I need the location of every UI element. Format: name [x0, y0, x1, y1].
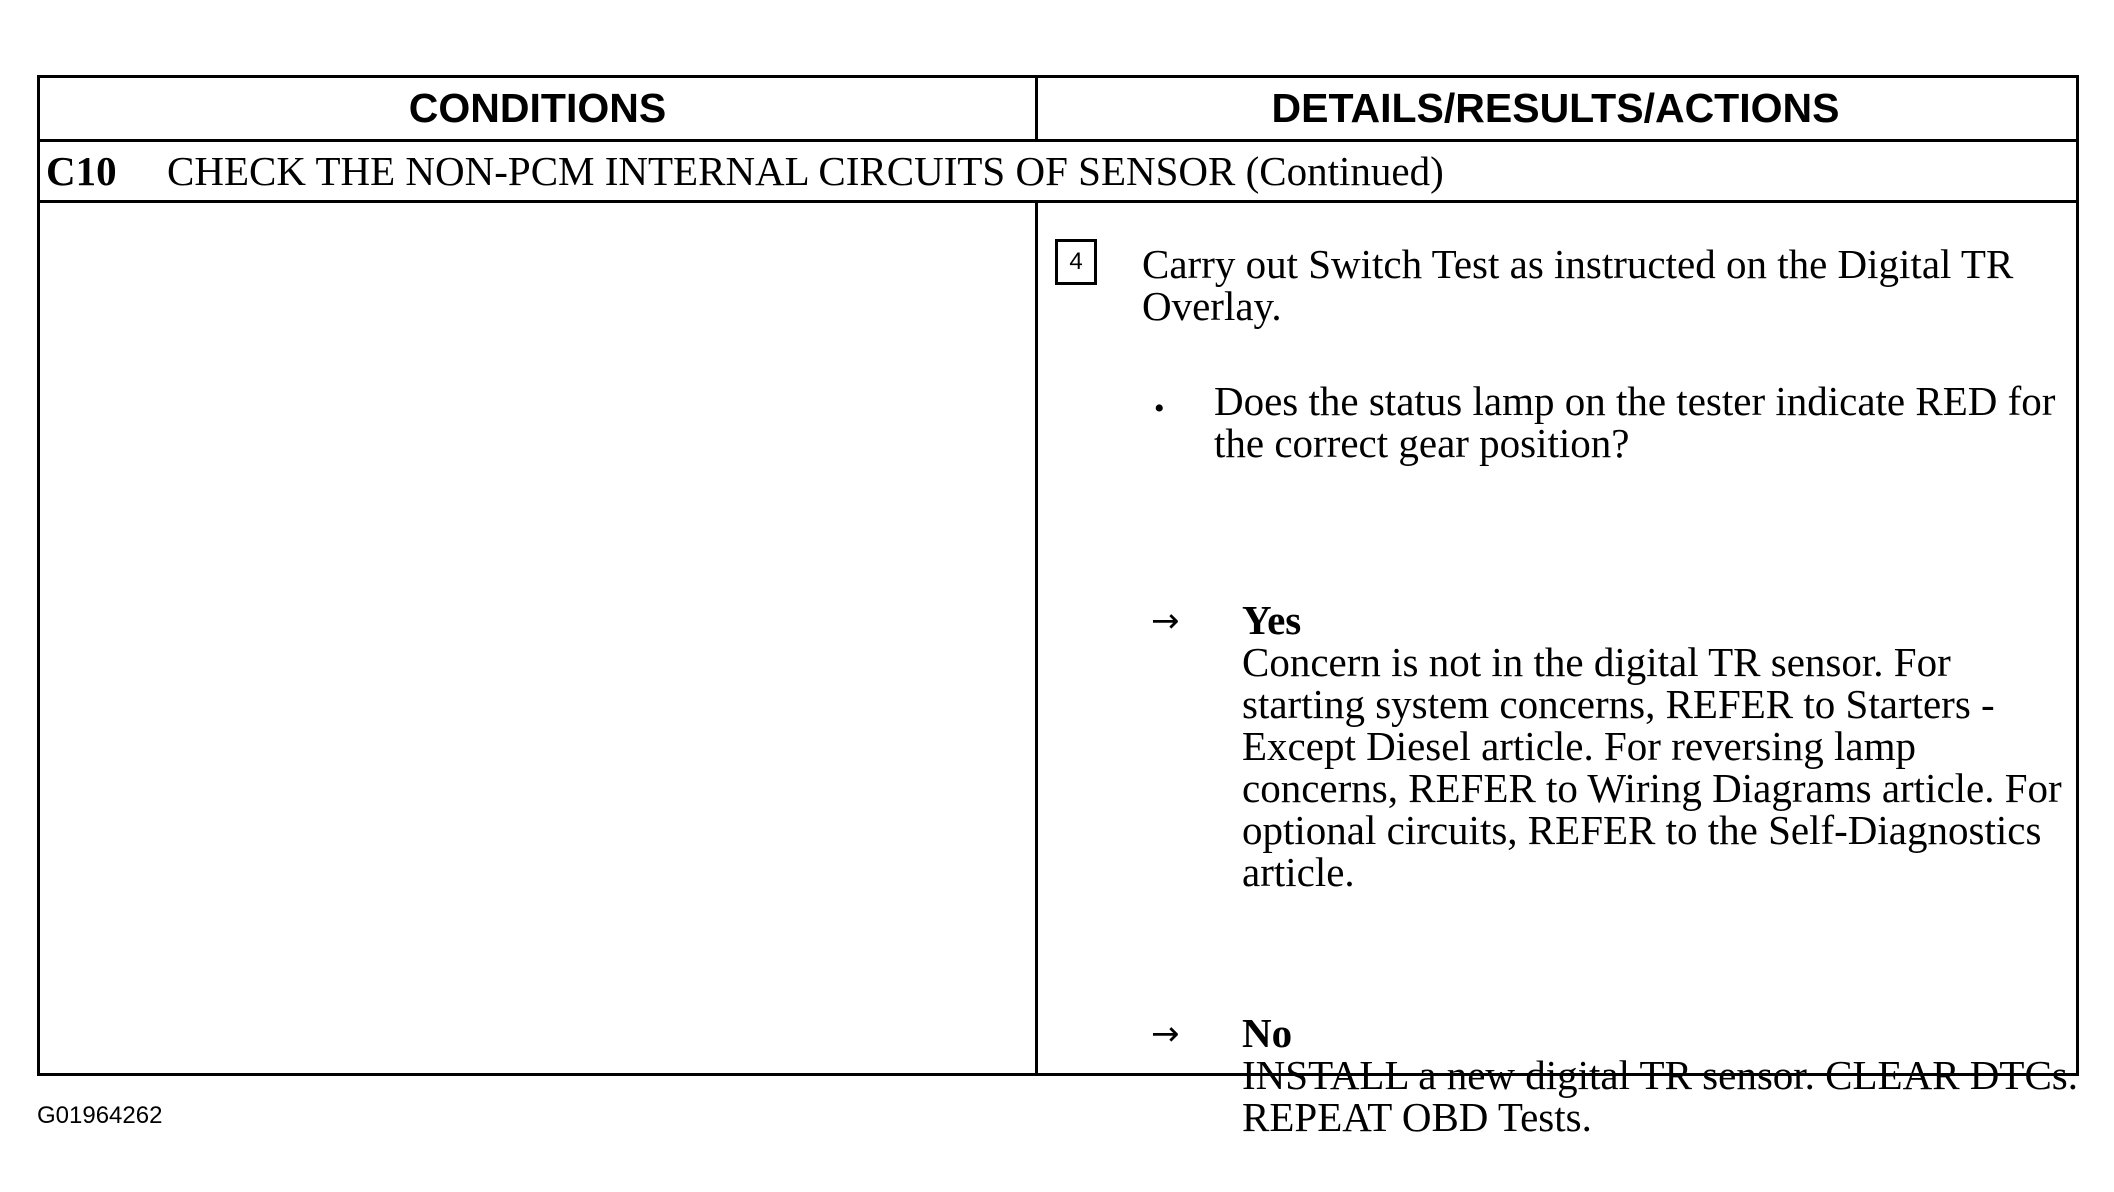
yes-label: Yes — [1242, 597, 1302, 643]
step-instruction: Carry out Switch Test as instructed on the Digital TR Overlay. — [1142, 241, 2014, 329]
yes-answer — [1242, 599, 2082, 893]
column-divider-header — [1035, 78, 1038, 139]
step-number-box: 4 — [1055, 239, 1097, 285]
details-cell — [1041, 203, 2079, 1140]
details-header: DETAILS/RESULTS/ACTIONS — [1271, 85, 1840, 131]
section-row — [46, 142, 1444, 200]
yes-text: Concern is not in the digital TR sensor. For starting system concerns, REFER to Starters - Except Diesel article. For reversing lamp concerns, REFER to Wiring Diagrams article. For optional circuits, REFER to the Self-Diagnostics article. — [1242, 639, 2062, 895]
no-answer — [1242, 1012, 2082, 1138]
section-title: CHECK THE NON-PCM INTERNAL CIRCUITS OF SENSOR (Continued) — [167, 148, 1444, 194]
no-text: INSTALL a new digital TR sensor. CLEAR DTCs. REPEAT OBD Tests. — [1242, 1052, 2079, 1140]
bullet-icon: • — [1154, 392, 1165, 425]
no-arrow-icon: → — [1151, 1014, 1180, 1054]
conditions-header: CONDITIONS — [408, 85, 667, 131]
column-divider-body — [1035, 203, 1038, 1073]
section-code: C10 — [46, 148, 117, 194]
figure-id: G01964262 — [37, 1102, 163, 1129]
no-label: No — [1242, 1010, 1293, 1056]
step-question: Does the status lamp on the tester indicate RED for the correct gear position? — [1214, 378, 2056, 466]
yes-arrow-icon: → — [1151, 601, 1180, 641]
